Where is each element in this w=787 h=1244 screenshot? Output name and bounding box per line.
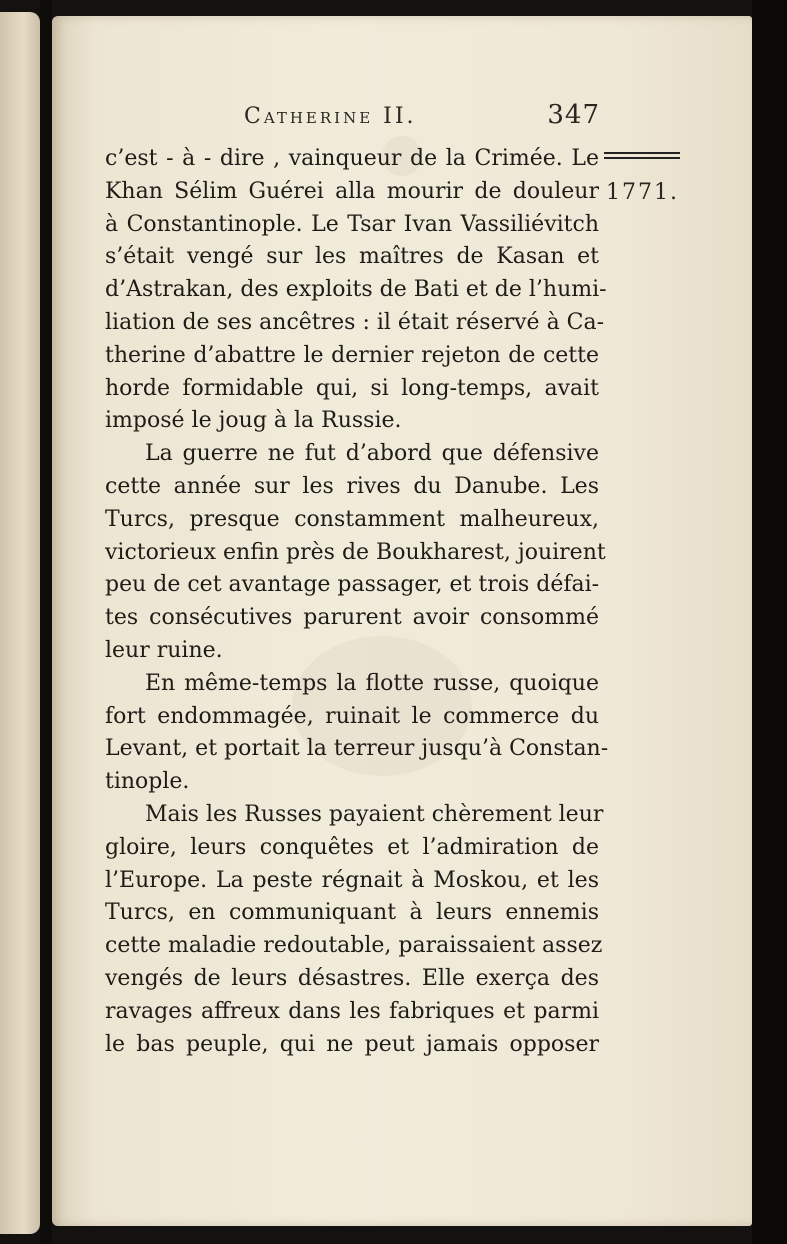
text-line: Levant, et portait la terreur jusqu’à Constan- xyxy=(105,736,609,762)
margin-rule xyxy=(604,157,680,159)
text-line: d’Astrakan, des exploits de Bati et de l’humi- xyxy=(105,277,607,303)
text-line: cette maladie redoutable, paraissaient assez xyxy=(105,933,603,959)
text-line: therine d’abattre le dernier rejeton de cette xyxy=(105,342,599,368)
previous-page-edge xyxy=(0,12,40,1234)
text-line: cette année sur les rives du Danube. Les xyxy=(105,473,599,499)
text-line: tinople. xyxy=(105,769,190,795)
margin-year: 1771. xyxy=(606,180,679,205)
page-header xyxy=(244,100,600,140)
text-line: liation de ses ancêtres : il était réservé à Ca- xyxy=(105,309,605,335)
margin-rule xyxy=(604,152,680,154)
text-line: fort endommagée, ruinait le commerce du xyxy=(105,703,599,729)
body-text xyxy=(105,143,609,1061)
text-line: En même-temps la flotte russe, quoique xyxy=(145,670,599,696)
text-line: gloire, leurs conquêtes et l’admiration de xyxy=(105,834,599,860)
text-line: La guerre ne fut d’abord que défensive xyxy=(145,441,599,467)
text-line: l’Europe. La peste régnait à Moskou, et les xyxy=(105,867,599,893)
text-line: peu de cet avantage passager, et trois défai- xyxy=(105,572,600,598)
text-line: Mais les Russes payaient chèrement leur xyxy=(145,801,604,827)
text-line: c’est - à - dire , vainqueur de la Crimée. Le xyxy=(105,146,599,171)
text-line: à Constantinople. Le Tsar Ivan Vassiliévitch xyxy=(105,211,599,237)
text-line: s’était vengé sur les maîtres de Kasan et xyxy=(105,244,599,270)
scan-background xyxy=(752,0,787,1244)
text-line: tes consécutives parurent avoir consommé xyxy=(105,605,599,631)
page-number: 347 xyxy=(547,100,600,130)
text-line: Khan Sélim Guérei alla mourir de douleur xyxy=(105,178,599,204)
text-line: le bas peuple, qui ne peut jamais opposer xyxy=(105,1031,599,1057)
text-line: Turcs, en communiquant à leurs ennemis xyxy=(105,900,599,926)
text-line: Turcs, presque constamment malheureux, xyxy=(105,506,599,532)
book-gutter xyxy=(40,0,52,1244)
text-line: victorieux enfin près de Boukharest, jouirent xyxy=(105,539,606,565)
text-line: ravages affreux dans les fabriques et parmi xyxy=(105,998,599,1024)
text-line: leur ruine. xyxy=(105,637,223,663)
text-line: horde formidable qui, si long-temps, avait xyxy=(105,375,599,401)
running-title: Catherine II. xyxy=(244,104,417,129)
text-line: vengés de leurs désastres. Elle exerça des xyxy=(105,965,599,991)
margin-rule-mark xyxy=(604,152,680,166)
text-line: imposé le joug à la Russie. xyxy=(105,408,402,434)
